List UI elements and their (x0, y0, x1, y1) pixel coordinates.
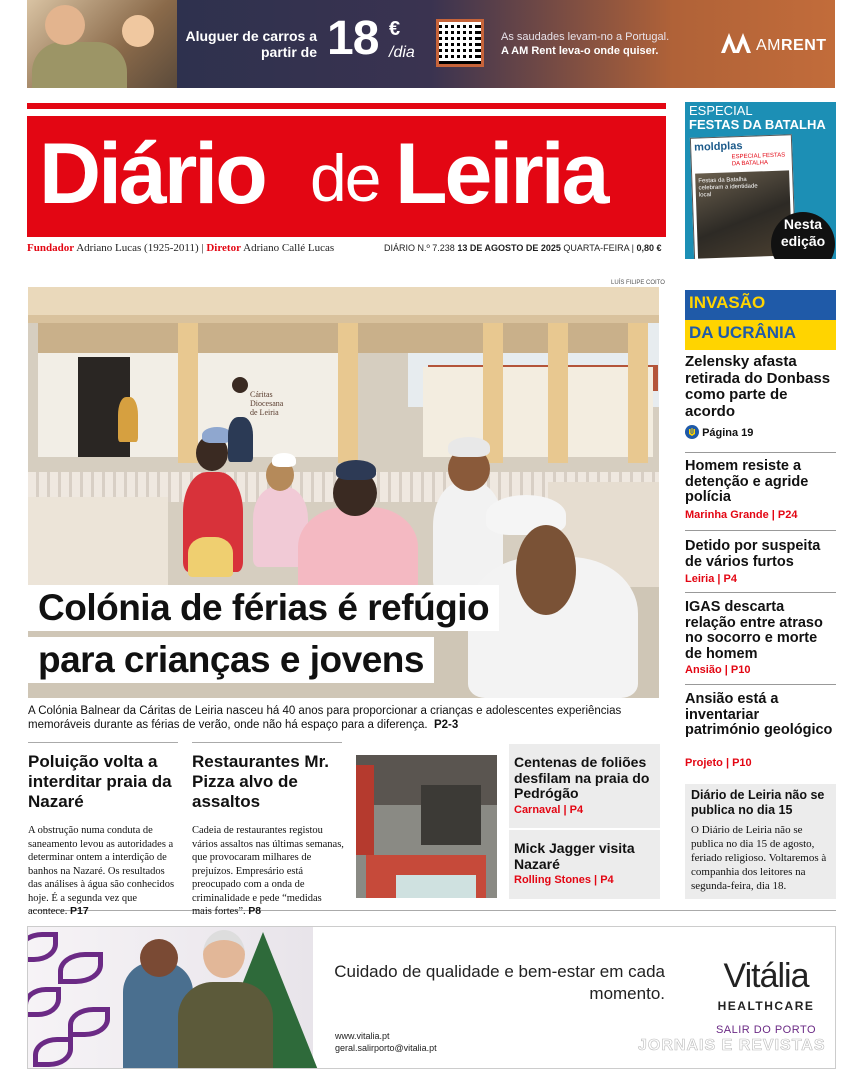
ukraine-headline[interactable]: Zelensky afasta retirada do Donbass como parte de acordo (685, 353, 831, 420)
special-supplement-promo[interactable] (685, 102, 836, 259)
brief-kicker: Carnaval | P4 (514, 804, 584, 816)
ukraine-ref (685, 425, 753, 439)
ad-website[interactable]: www.vitalia.pt (335, 1031, 390, 1041)
lead-headline[interactable] (28, 585, 499, 689)
lead-page-ref: P2-3 (433, 719, 459, 731)
lead-standfirst-text: A Colónia Balnear da Cáritas de Leiria nasceu há 40 anos para proporcionar a crianças e adolescentes experiências memoráveis durante as férias de verão, onde não há espaço para a diferença. (28, 705, 622, 731)
masthead-word-leiria: Leiria (395, 126, 607, 222)
lead-headline-line-1: Colónia de férias é refúgio (28, 585, 499, 631)
issue-price: 0,80 € (636, 243, 662, 253)
issue-info (384, 243, 661, 253)
special-title: FESTAS DA BATALHA (689, 117, 826, 132)
ad-photo (27, 0, 177, 88)
masthead-word-de: de (310, 141, 380, 215)
right-item-kicker: Leiria | P4 (685, 573, 737, 585)
ukraine-label-1: INVASÃO (685, 290, 836, 320)
issue-date: 13 DE AGOSTO DE 2025 (457, 243, 561, 253)
right-item-kicker: Marinha Grande | P24 (685, 509, 798, 521)
ukraine-trident-icon (685, 425, 699, 439)
right-item-kicker: Ansião | P10 (685, 664, 751, 676)
brief-title[interactable]: Centenas de foliões desfilam na praia do Pedrógão (514, 754, 650, 801)
notice-body: O Diário de Leiria não se publica no dia 15 de agosto, feriado religioso. Voltaremos à companhia dos leitores na segunda-feira, dia 18. (691, 824, 827, 892)
right-item-title[interactable]: Homem resiste a detenção e agride polícia (685, 458, 809, 505)
vitalia-logo: Vitália (723, 957, 809, 995)
founder-name: Adriano Lucas (1925-2011) (76, 242, 199, 254)
credits-separator: | (201, 242, 204, 254)
story-body-text: Cadeia de restaurantes registou vários assaltos nas últimas semanas, que provocaram milhares de prejuízos. Empresário está preocupado com a onda de criminalidade e pede “medidas mais fortes”. (192, 825, 344, 917)
brand-prefix: AM (756, 37, 781, 54)
restaurant-assault-photo[interactable] (356, 755, 497, 898)
lead-standfirst (28, 704, 660, 732)
story-title[interactable]: Poluição volta a interditar praia da Nazaré (28, 752, 172, 811)
ukraine-section-flag (685, 290, 836, 350)
ad-email[interactable]: geral.salirporto@vitalia.pt (335, 1043, 437, 1053)
ukraine-page-ref: Página 19 (702, 427, 754, 439)
story-page-ref: P8 (248, 905, 262, 917)
brief-kicker: Rolling Stones | P4 (514, 874, 614, 886)
right-item-title[interactable]: Ansião está a inventariar património geológico (685, 691, 833, 738)
director-label: Diretor (206, 242, 241, 254)
qr-code-icon[interactable] (436, 19, 484, 67)
amrent-logo (721, 33, 827, 55)
magazine-caption: Festas da Batalha celebram a identidade local (698, 176, 758, 199)
story-title[interactable]: Restaurantes Mr. Pizza alvo de assaltos (192, 752, 329, 811)
right-item-kicker: Projeto | P10 (685, 757, 752, 769)
story-body (28, 824, 178, 919)
this-edition-badge: Nesta edição (771, 212, 835, 259)
watermark: JORNAIS E REVISTAS (638, 1037, 826, 1054)
right-item-title[interactable]: IGAS descarta relação entre atraso no socorro e morte de homem (685, 599, 823, 662)
ad-care-photo (28, 927, 313, 1069)
ad-lead-text: Aluguer de carros a partir de (185, 28, 317, 60)
story-body (192, 824, 344, 919)
notice-title: Diário de Leiria não se publica no dia 15 (691, 788, 825, 817)
caritas-sign: Cáritas Diocesana de Leiria (250, 390, 284, 417)
ad-currency: € (389, 18, 401, 40)
brand-suffix: RENT (781, 37, 827, 54)
right-item-title[interactable]: Detido por suspeita de vários furtos (685, 538, 821, 570)
ad-tagline-2: A AM Rent leva-o onde quiser. (501, 45, 659, 57)
vitalia-location: SALIR DO PORTO (715, 1024, 817, 1036)
ad-tagline-1: As saudades levam-no a Portugal. (501, 31, 670, 43)
founder-label: Fundador (27, 242, 75, 254)
issue-weekday: QUARTA-FEIRA | (563, 243, 634, 253)
credits-line (27, 242, 334, 254)
top-advertisement[interactable] (27, 0, 835, 88)
director-name: Adriano Callé Lucas (243, 242, 335, 254)
vitalia-subtitle: HEALTHCARE (717, 999, 815, 1013)
publication-notice[interactable] (685, 784, 836, 899)
magazine-name: moldplas (693, 139, 743, 154)
masthead-rule (27, 103, 666, 109)
masthead-word-diario: Diário (39, 126, 265, 222)
masthead[interactable] (27, 116, 666, 237)
amrent-mark-icon (721, 33, 753, 53)
brief-title[interactable]: Mick Jagger visita Nazaré (514, 840, 635, 872)
lead-headline-line-2: para crianças e jovens (28, 637, 434, 683)
ad-price-unit: /dia (389, 44, 415, 61)
magazine-tag: ESPECIAL FESTAS DA BATALHA (731, 152, 786, 168)
special-label: ESPECIAL (689, 103, 753, 118)
ukraine-label-2: DA UCRÂNIA (685, 320, 836, 350)
ad-tagline: Cuidado de qualidade e bem-estar em cada momento. (334, 962, 665, 1003)
photo-credit: LUÍS FILIPE COITO (611, 280, 665, 286)
issue-number: DIÁRIO N.º 7.238 (384, 243, 455, 253)
ad-price: 18 (327, 12, 379, 65)
story-body-text: A obstrução numa conduta de saneamento levou as autoridades a determinar ontem a interdição de banhos na Nazaré. Os resultados das análises à água são conhecidos hoje. É a segunda vez que acontece. (28, 825, 175, 917)
story-page-ref: P17 (69, 905, 89, 917)
